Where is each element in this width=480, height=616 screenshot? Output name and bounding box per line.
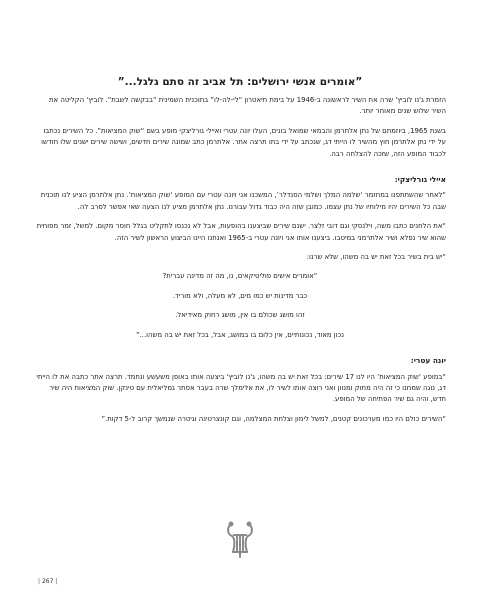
- section-heading-atari: יונה עטרי:: [410, 356, 446, 366]
- intro-paragraph-2: בשנת 1965, ביוזמתם של נתן אלתרמן והבמאי שמואל בונים, העלו יונה עטרי ואיילי גורליצקי מופע בשם “שוק המציאות”. כל השירים נכתבו על ידי נתן אלתרמן חוץ מהשיר לו הייתי דג, שנכתב על ידי בתו תרצה אתר. אלתרמן כתב שמונה שירים חדשים, ושישה שירים ישנים שלו חודשו לכבוד המופע הזה, שזכה להצלחה רבה.: [41, 126, 446, 158]
- page-number-value: 267: [41, 578, 54, 585]
- lyre-icon: [225, 520, 255, 560]
- quote-paragraph-3: “יש בית בשיר בכל זאת יש בה משהו, שלא שרנו:: [306, 253, 446, 262]
- poem-stanza: [34, 271, 446, 341]
- page-title: ”אומרים אנשי ירושלים: תל אביב זה סתם גלגל...”: [117, 76, 363, 88]
- section-heading-gorlitzky: איילי גורליצקי:: [394, 175, 446, 185]
- intro-paragraph-1: הזמרת ג'נו לוביץ' שרה את השיר לראשונה ב-1946 על בימת תיאטרון “לי-לה-לו” בתוכנית השמינית “בבקשה לשבת”. לוביץ' הקליטה את השיר שלוש שנים מאוחר יותר.: [49, 96, 446, 116]
- poem-line-1: “אומרים אישים פוליטיקאים, נו, מה זה מדינה עברית?: [162, 272, 318, 281]
- quote-paragraph-5: “השירים כולם היו כמו מערכונים קטנים, למשל לימון וצלחת המצלמה, וגם קונצרטינה וגיטרה שנמשך קרוב ל-5 דקות.”: [101, 414, 446, 423]
- page-number: | 267 |: [38, 578, 58, 585]
- poem-line-2: כבר מדינות יש כמו מים, לא מעלה, ולא מוריד.: [172, 291, 308, 300]
- poem-line-4: נכון מאוד, נכונותיים, אין כלום בו במושג, אבל, בכל זאת יש בה משהו...”: [136, 330, 344, 339]
- quote-paragraph-2: “את הלחנים כתבו משה, וילנסקי וגם דובי זלצר. ישנם שירים שביצענו בהופעות, אבל לא נכנסו לתקליט בגלל חוסר מקום. למשל, זמר מפוחית שהוא שיר נפלא ושיר אלתרמני במיטבו. ביצענו אותו אני ויונה עטרי ב-1965 ואנחנו היינו הביצוע הראשון לשיר הזה.: [36, 222, 446, 242]
- poem-line-3: זהו מושג שכולם בו אין, מושג רחוק מאידיאל.: [175, 311, 305, 320]
- quote-paragraph-4: “במופע ‘שוק המציאות’ היו לנו 17 שירים: בכל זאת יש בה משהו, ג'נו לוביץ' ביצעה אותו באופן משעשע ונחמד. תרצה אתר כתבה את לו הייתי דג, נוגה שמחנו כי זה היה מתוק ומנוון ואני רוצה אותו לשיר לו, את אלימלך שרה בעבר אסתר גמליאלית עם טינקן. שוק המציאות היה שיר חדש, והיה גם שיר הפתיחה של המופע.: [36, 372, 446, 404]
- article-body: [34, 90, 446, 425]
- quote-paragraph-1: “לאחר שהשתתפנו במחזמר ‘שלמה המלך ושלמי הסנדלר’, המשכנו אני ויונה עטרי עם המופע ‘שוק המציאות’. נתן אלתרמן הציע לנו תוכנית שבה כל השירים יהיו מילותיו של נתן עצמו. כמובן שזה היה כבוד גדול עבורנו. נתן אלתרמן מציע לנו הצעה שאי אפשר לסרב לה.: [40, 191, 446, 211]
